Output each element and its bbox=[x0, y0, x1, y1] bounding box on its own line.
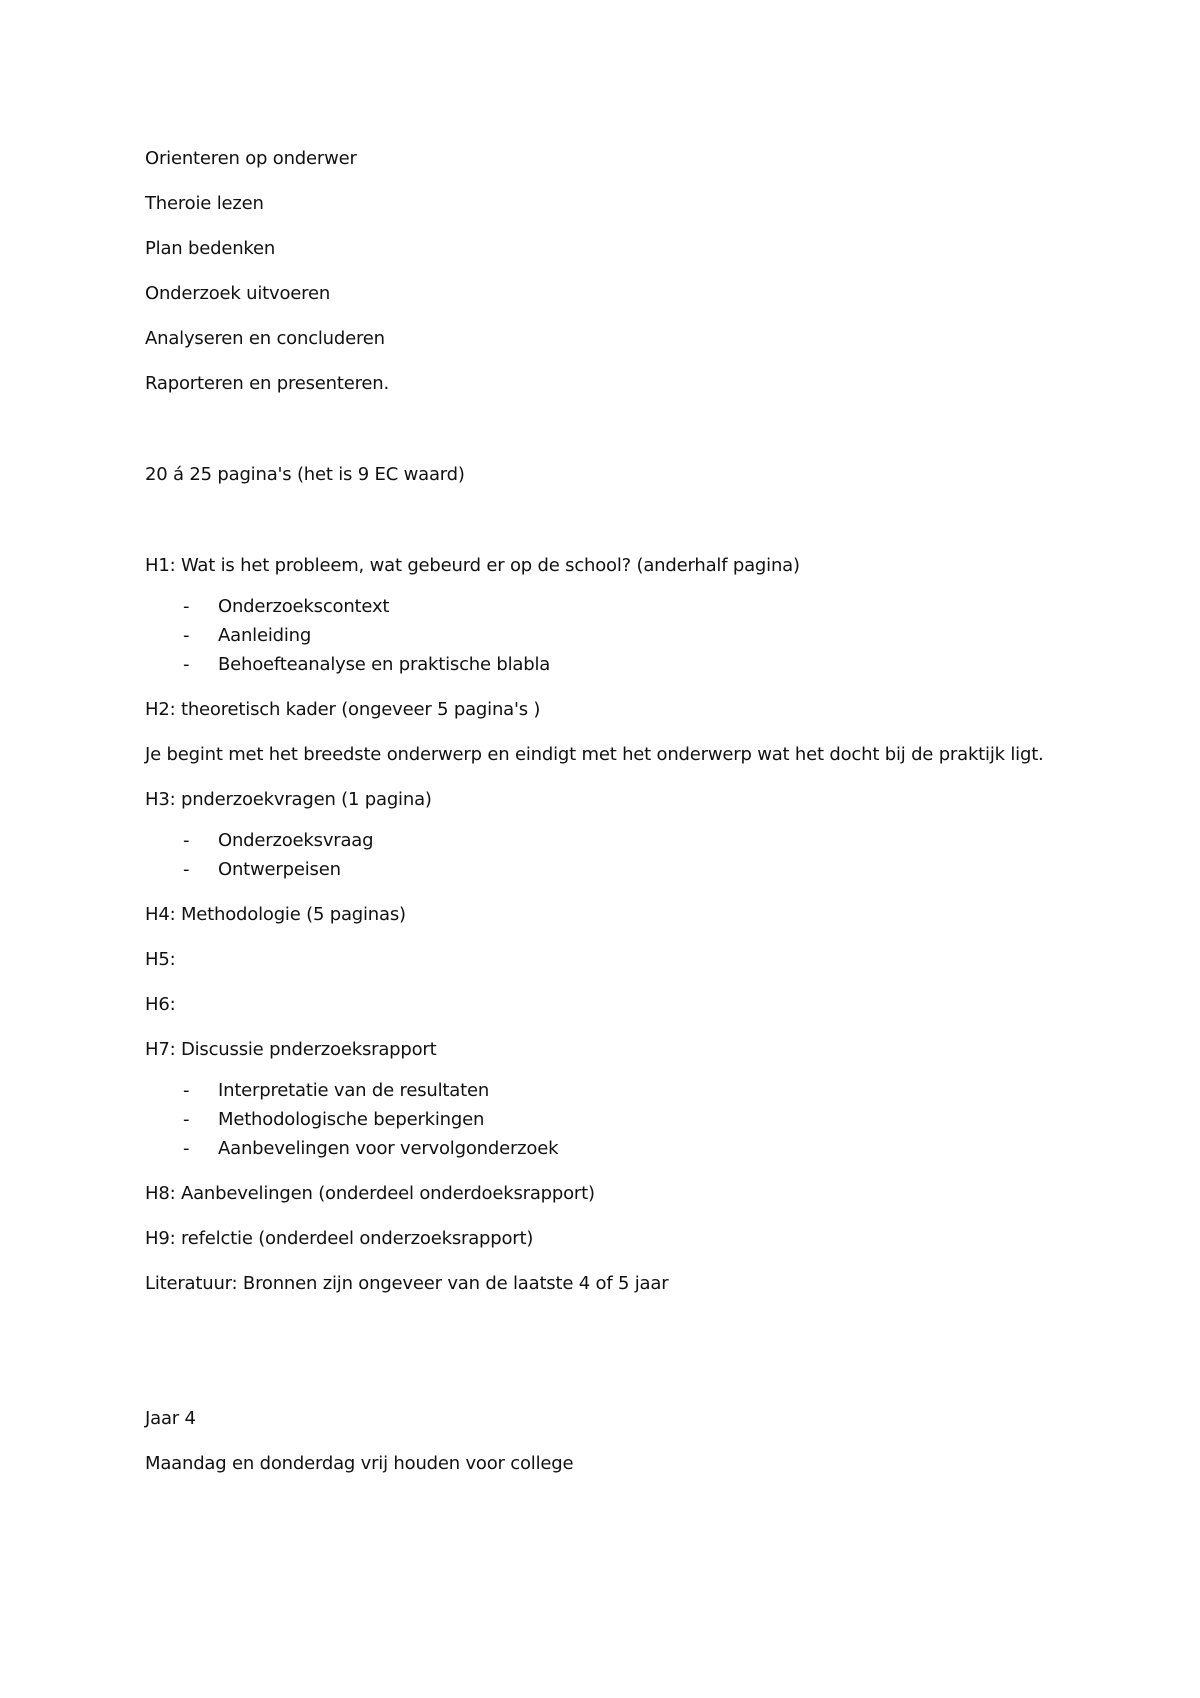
dash-bullet: - bbox=[183, 1109, 190, 1130]
dash-bullet: - bbox=[183, 625, 190, 646]
list-item: - Aanleiding bbox=[145, 621, 1045, 650]
list-item: - Interpretatie van de resultaten bbox=[145, 1076, 1045, 1105]
h1-heading: H1: Wat is het probleem, wat gebeurd er op de school? (anderhalf pagina) bbox=[145, 555, 800, 576]
h4-heading: H4: Methodologie (5 paginas) bbox=[145, 904, 406, 925]
step-4: Onderzoek uitvoeren bbox=[145, 283, 331, 304]
h3-heading: H3: pnderzoekvragen (1 pagina) bbox=[145, 789, 432, 810]
dash-bullet: - bbox=[183, 1138, 190, 1159]
h2-note: Je begint met het breedste onderwerp en eindigt met het onderwerp wat het docht bij de praktijk ligt. bbox=[145, 744, 1044, 765]
h7-list bbox=[145, 1076, 1045, 1163]
h5-heading: H5: bbox=[145, 949, 176, 970]
list-item: - Onderzoekscontext bbox=[145, 592, 1045, 621]
college-note: Maandag en donderdag vrij houden voor college bbox=[145, 1453, 574, 1474]
list-item: - Aanbevelingen voor vervolgonderzoek bbox=[145, 1134, 1045, 1163]
literatuur-note: Literatuur: Bronnen zijn ongeveer van de laatste 4 of 5 jaar bbox=[145, 1273, 669, 1294]
step-2: Theroie lezen bbox=[145, 193, 264, 214]
h9-heading: H9: refelctie (onderdeel onderzoeksrapport) bbox=[145, 1228, 534, 1249]
list-item: - Onderzoeksvraag bbox=[145, 826, 1045, 855]
step-5: Analyseren en concluderen bbox=[145, 328, 385, 349]
h1-list bbox=[145, 592, 1045, 679]
step-3: Plan bedenken bbox=[145, 238, 276, 259]
list-item: - Methodologische beperkingen bbox=[145, 1105, 1045, 1134]
dash-bullet: - bbox=[183, 859, 190, 880]
step-6: Raporteren en presenteren. bbox=[145, 373, 390, 394]
h7-heading: H7: Discussie pnderzoeksrapport bbox=[145, 1039, 437, 1060]
h2-heading: H2: theoretisch kader (ongeveer 5 pagina's ) bbox=[145, 699, 541, 720]
h3-list bbox=[145, 826, 1045, 884]
document-body bbox=[145, 144, 1045, 1494]
list-item: - Behoefteanalyse en praktische blabla bbox=[145, 650, 1045, 679]
h6-heading: H6: bbox=[145, 994, 176, 1015]
h8-heading: H8: Aanbevelingen (onderdeel onderdoeksrapport) bbox=[145, 1183, 595, 1204]
dash-bullet: - bbox=[183, 654, 190, 675]
jaar-heading: Jaar 4 bbox=[145, 1408, 196, 1429]
page-count-note: 20 á 25 pagina's (het is 9 EC waard) bbox=[145, 464, 465, 485]
dash-bullet: - bbox=[183, 1080, 190, 1101]
dash-bullet: - bbox=[183, 830, 190, 851]
dash-bullet: - bbox=[183, 596, 190, 617]
list-item: - Ontwerpeisen bbox=[145, 855, 1045, 884]
step-1: Orienteren op onderwer bbox=[145, 148, 357, 169]
